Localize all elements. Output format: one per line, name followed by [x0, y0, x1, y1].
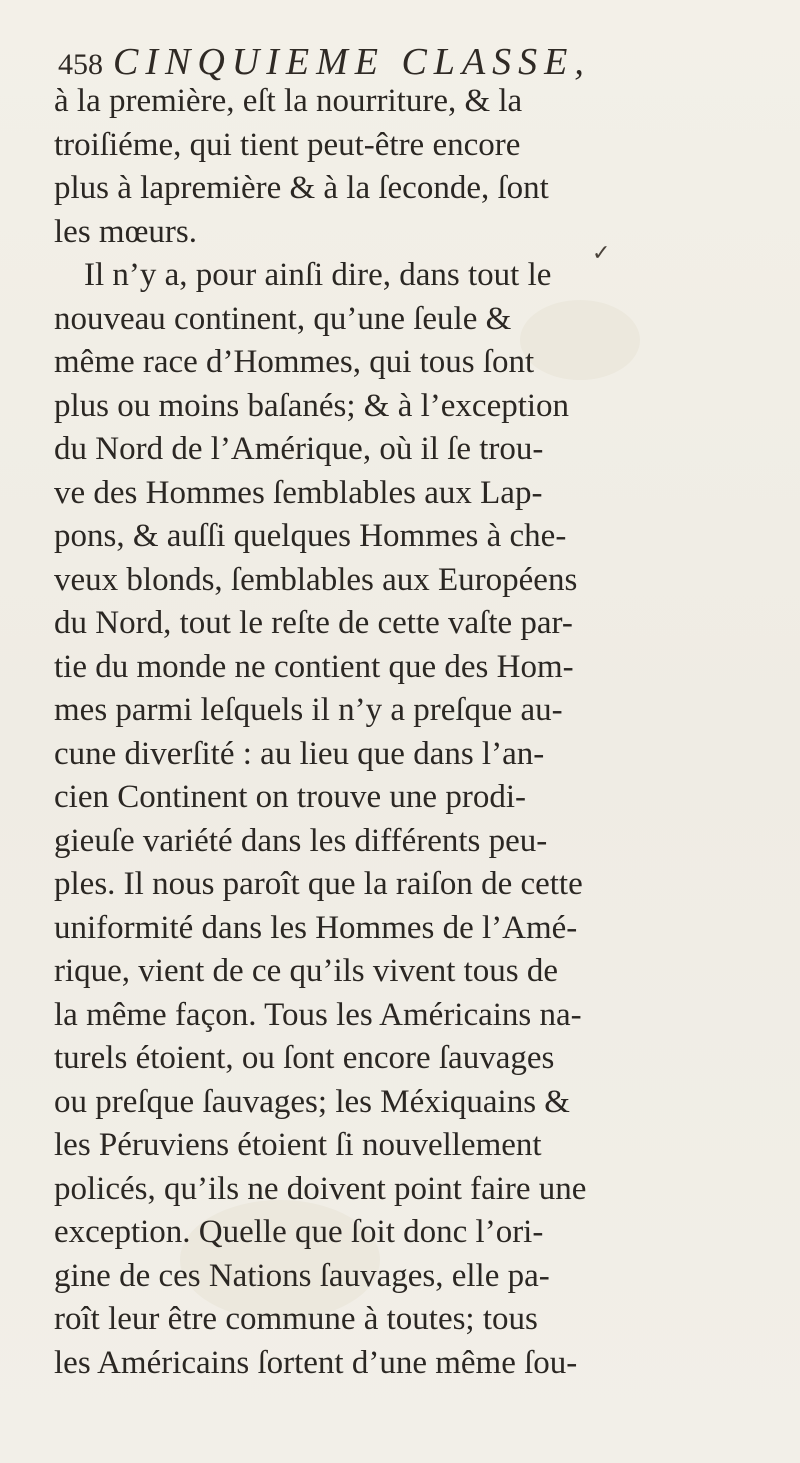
page-body-text — [54, 80, 774, 1385]
text-line: du Nord de l’Amérique, où il ſe trou- — [54, 431, 544, 467]
text-line: nouveau continent, qu’une ſeule & — [54, 300, 512, 337]
text-line: cune diverſité : au lieu que dans l’an- — [54, 735, 545, 772]
text-line: plus à lapremière & à la ſeconde, ſont — [54, 170, 549, 206]
text-line: la même façon. Tous les Américains na- — [54, 996, 582, 1033]
text-line: rique, vient de ce qu’ils vivent tous de — [54, 953, 559, 989]
text-line: uniformité dans les Hommes de l’Amé- — [54, 909, 578, 946]
text-line: exception. Quelle que ſoit donc l’ori- — [54, 1214, 544, 1250]
text-line: ples. Il nous paroît que la raiſon de cette — [54, 866, 583, 902]
text-line: policés, qu’ils ne doivent point faire une — [54, 1170, 587, 1207]
text-line: plus ou moins baſanés; & à l’exception — [54, 387, 570, 424]
text-line: les Péruviens étoient ſi nouvellement — [54, 1127, 542, 1163]
running-title: CINQUIEME CLASSE, — [113, 41, 591, 83]
text-line: turels étoient, ou ſont encore ſauvages — [54, 1040, 555, 1076]
ink-mark-icon: ✓ — [592, 240, 611, 265]
text-line: ou preſque ſauvages; les Méxiquains & — [54, 1083, 570, 1120]
text-line: cien Continent on trouve une prodi- — [54, 779, 526, 815]
text-line: tie du monde ne contient que des Hom- — [54, 648, 574, 685]
text-line: gieuſe variété dans les différents peu- — [54, 822, 548, 859]
text-line: roît leur être commune à toutes; tous — [54, 1301, 538, 1337]
text-line: gine de ces Nations ſauvages, elle pa- — [54, 1257, 550, 1294]
text-line: Il n’y a, pour ainſi dire, dans tout le — [84, 257, 552, 293]
text-line: troiſiéme, qui tient peut-être encore — [54, 126, 521, 163]
text-line: veux blonds, ſemblables aux Européens — [54, 561, 578, 598]
text-line: mes parmi leſquels il n’y a preſque au- — [54, 692, 563, 728]
text-line: ve des Hommes ſemblables aux Lap- — [54, 474, 543, 511]
text-line: du Nord, tout le reſte de cette vaſte par- — [54, 605, 573, 641]
page-number: 458 — [58, 48, 103, 81]
text-line: les mœurs. — [54, 213, 197, 250]
text-line: pons, & auſſi quelques Hommes à che- — [54, 518, 567, 554]
text-line: même race d’Hommes, qui tous ſont — [54, 344, 535, 380]
text-line: à la première, eſt la nourriture, & la — [54, 83, 523, 119]
text-line: les Américains ſortent d’une même ſou- — [54, 1344, 578, 1381]
